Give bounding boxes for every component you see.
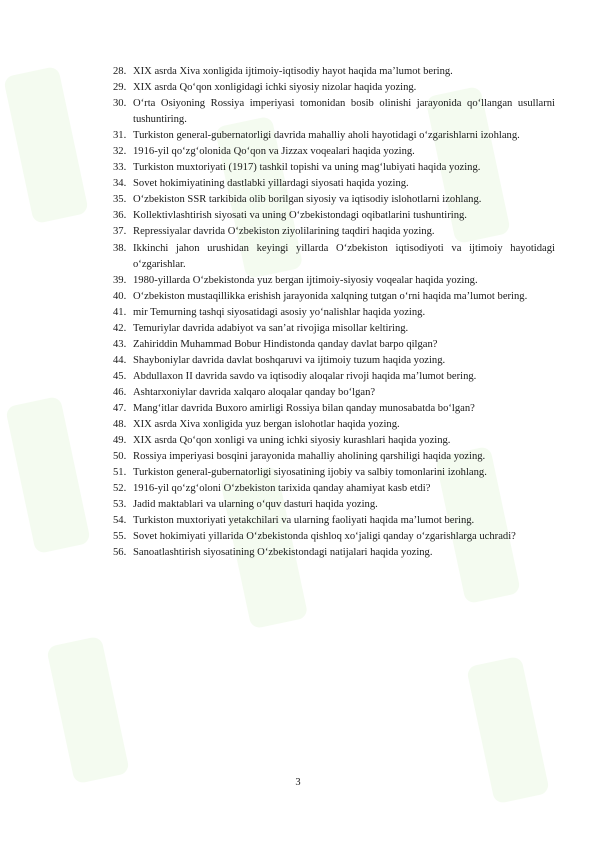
question-text: Turkiston muxtoriyati (1917) tashkil topishi va uning mag‘lubiyati haqida yozing. [133,162,481,174]
question-item [113,369,555,385]
watermark-shape [46,636,130,785]
question-item [113,497,555,513]
question-text: Zahiriddin Muhammad Bobur Hindistonda qanday davlat barpo qilgan? [133,338,438,350]
question-item [113,144,555,160]
question-text: Shayboniylar davrida davlat boshqaruvi va ijtimoiy tuzum haqida yozing. [133,354,446,366]
question-text: Turkiston muxtoriyati yetakchilari va ularning faoliyati haqida ma’lumot bering. [133,515,475,527]
question-text: XIX asrda Xiva xonligida yuz bergan islohotlar haqida yozing. [133,419,400,431]
question-item [113,192,555,208]
question-text: Jadid maktablari va ularning o‘quv dasturi haqida yozing. [133,499,378,511]
page-number: 3 [295,777,301,788]
question-number: 32. [113,146,127,158]
question-text: O‘zbekiston SSR tarkibida olib borilgan siyosiy va iqtisodiy islohotlarni izohlang. [133,194,482,206]
question-number: 50. [113,451,127,463]
question-text: Turkiston general-gubernatorligi davrida mahalliy aholi hayotidagi o‘zgarishlarni izohlang. [133,130,520,142]
question-number: 30. [113,98,127,110]
question-item [113,337,555,353]
question-item [113,513,555,529]
question-number: 35. [113,194,127,206]
question-number: 47. [113,402,127,414]
question-number: 28. [113,66,127,77]
question-item [113,449,555,465]
question-item [113,208,555,224]
question-number: 54. [113,515,127,527]
question-number: 51. [113,467,127,479]
question-number: 52. [113,483,127,495]
question-item [113,80,555,96]
question-item [113,433,555,449]
question-item [113,289,555,305]
question-item [113,305,555,321]
question-item [113,545,555,561]
question-number: 31. [113,130,127,142]
question-number: 53. [113,499,127,511]
question-number: 45. [113,370,127,382]
question-item [113,417,555,433]
question-item [113,176,555,192]
question-text: O‘rta Osiyoning Rossiya imperiyasi tomonidan bosib olinishi jarayonida qo‘llangan usullarni tushuntiring. [133,98,555,126]
question-text: O‘zbekiston mustaqillikka erishish jarayonida xalqning tutgan o‘rni haqida ma’lumot bering. [133,290,528,302]
question-text: Kollektivlashtirish siyosati va uning O‘zbekistondagi oqibatlarini tushuntiring. [133,210,467,222]
question-text: Ashtarxoniylar davrida xalqaro aloqalar qanday bo‘lgan? [133,386,376,398]
question-item [113,353,555,369]
question-number: 56. [113,547,127,559]
watermark-shape [3,66,89,224]
question-text: XIX asrda Xiva xonligida ijtimoiy-iqtisodiy hayot haqida ma’lumot bering. [133,66,453,77]
question-text: Turkiston general-gubernatorligi siyosatining ijobiy va salbiy tomonlarini izohlang. [133,467,487,479]
question-text: Mang‘itlar davrida Buxoro amirligi Rossiya bilan qanday munosabatda bo‘lgan? [133,402,475,414]
question-item [113,401,555,417]
question-item [113,465,555,481]
question-item [113,128,555,144]
question-number: 36. [113,210,127,222]
question-number: 33. [113,162,127,174]
question-text: Sovet hokimiyati yillarida O‘zbekistonda qishloq xo‘jaligi qanday o‘zgarishlarga uchradi? [133,531,516,543]
watermark-shape [5,396,91,554]
question-number: 49. [113,435,127,447]
question-item [113,96,555,128]
question-number: 46. [113,386,127,398]
question-item [113,64,555,80]
question-number: 42. [113,322,127,334]
question-text: Temuriylar davrida adabiyot va san’at rivojiga misollar keltiring. [133,322,409,334]
question-text: XIX asrda Qo‘qon xonligi va uning ichki siyosiy kurashlari haqida yozing. [133,435,451,447]
question-item [113,481,555,497]
question-text: Ikkinchi jahon urushidan keyingi yillarda O‘zbekiston iqtisodiyoti va ijtimoiy hayotidagi o‘zgarishlar. [133,242,555,270]
question-item [113,160,555,176]
question-text: XIX asrda Qo‘qon xonligidagi ichki siyosiy nizolar haqida yozing. [133,82,417,94]
question-number: 55. [113,531,127,543]
question-text: Repressiyalar davrida O‘zbekiston ziyolilarining taqdiri haqida yozing. [133,226,435,238]
question-text: 1980-yillarda O‘zbekistonda yuz bergan ijtimoiy-siyosiy voqealar haqida yozing. [133,274,478,286]
question-number: 48. [113,419,127,431]
question-text: Sanoatlashtirish siyosatining O‘zbekistondagi natijalari haqida yozing. [133,547,433,559]
question-number: 38. [113,242,127,254]
question-number: 40. [113,290,127,302]
question-number: 41. [113,306,127,318]
question-text: 1916-yil qo‘zg‘oloni O‘zbekiston tarixida qanday ahamiyat kasb etdi? [133,483,431,495]
question-number: 44. [113,354,127,366]
question-text: Abdullaxon II davrida savdo va iqtisodiy aloqalar rivoji haqida ma’lumot bering. [133,370,477,382]
question-number: 37. [113,226,127,238]
question-item [113,241,555,273]
question-item [113,385,555,401]
question-item [113,321,555,337]
question-item [113,273,555,289]
question-number: 39. [113,274,127,286]
question-text: Sovet hokimiyatining dastlabki yillardagi siyosati haqida yozing. [133,178,409,190]
question-item [113,529,555,545]
question-number: 29. [113,82,127,94]
question-item [113,224,555,240]
question-list [113,64,555,561]
question-text: Rossiya imperiyasi bosqini jarayonida mahalliy aholining qarshiligi haqida yozing. [133,451,486,463]
question-number: 43. [113,338,127,350]
question-text: 1916-yil qo‘zg‘olonida Qo‘qon va Jizzax voqealari haqida yozing. [133,146,415,158]
question-text: mir Temurning tashqi siyosatidagi asosiy yo‘nalishlar haqida yozing. [133,306,426,318]
question-number: 34. [113,178,127,190]
